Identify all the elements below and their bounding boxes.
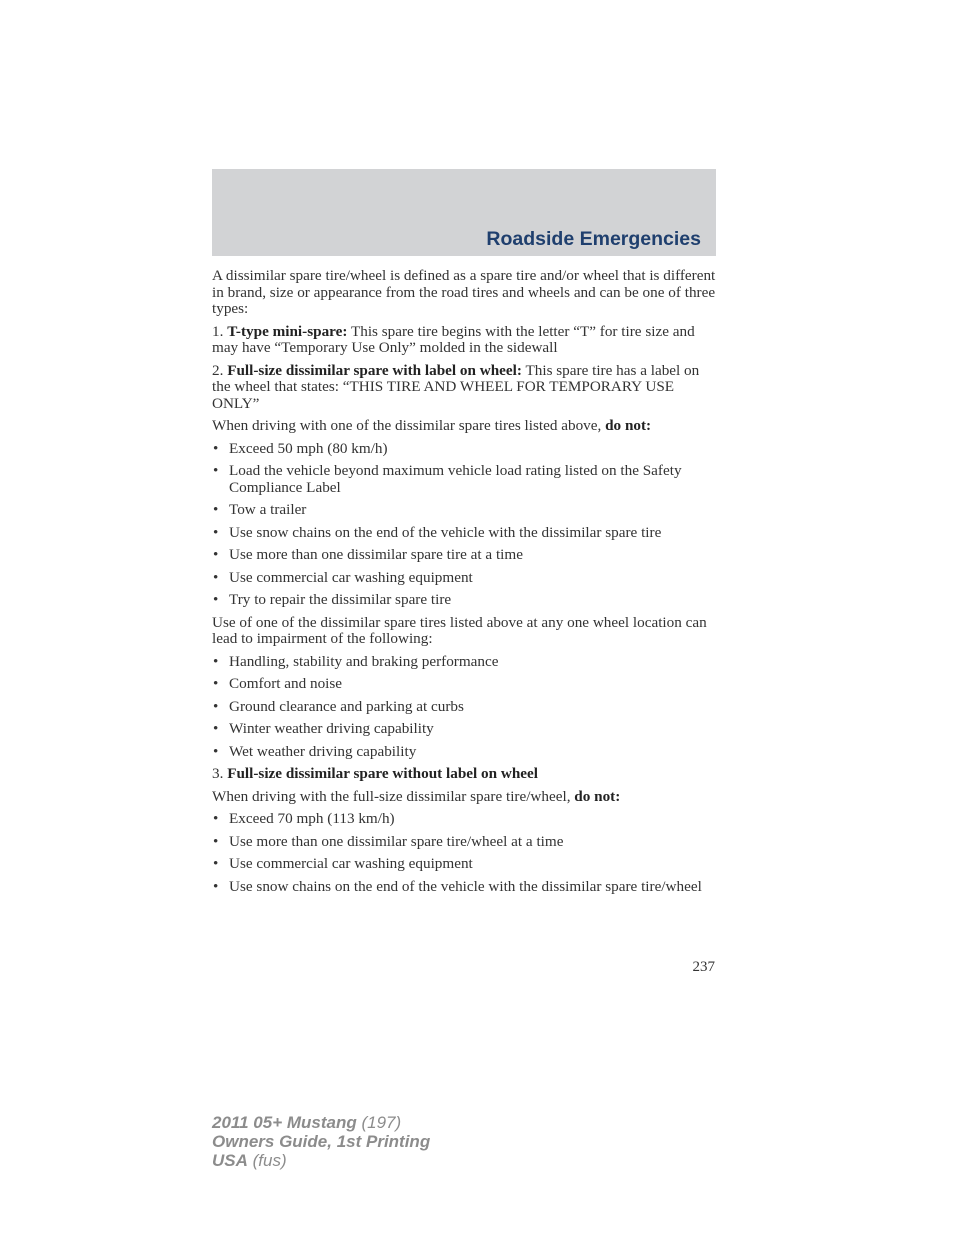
intro-paragraph: A dissimilar spare tire/wheel is defined as a spare tire and/or wheel that is different in brand, size or appearance from the road tires and wheels and can be one of three types: <box>212 267 716 317</box>
list-item <box>212 811 716 828</box>
bullet-icon: • <box>213 501 219 518</box>
list-item-text: Use commercial car washing equipment <box>229 855 473 872</box>
footer-model: 2011 05+ Mustang <box>212 1113 357 1132</box>
warning-2 <box>212 789 716 806</box>
warning-text: When driving with the full-size dissimilar spare tire/wheel, <box>212 787 575 805</box>
type-term: T-type mini-spare: <box>227 322 348 340</box>
warning-emphasis: do not: <box>605 417 652 434</box>
bullet-icon: • <box>213 877 219 895</box>
type-term: Full-size dissimilar spare with label on wheel: <box>227 361 522 379</box>
bullet-icon: • <box>213 591 219 608</box>
list-item <box>212 547 716 564</box>
warning-text: When driving with one of the dissimilar spare tires listed above, <box>212 417 606 434</box>
list-item-text: Handling, stability and braking performance <box>229 652 499 670</box>
warning-emphasis: do not: <box>574 787 621 805</box>
bullet-icon: • <box>213 675 219 692</box>
type-description: This spare tire has a label on the wheel that states: “THIS TIRE AND WHEEL FOR TEMPORARY USE ONLY” <box>212 361 700 412</box>
bullet-icon: • <box>213 832 219 850</box>
bullet-icon: • <box>213 523 219 541</box>
list-item <box>212 463 716 496</box>
footer-region-code: (fus) <box>247 1151 287 1170</box>
list-item-text: Exceed 70 mph (113 km/h) <box>229 810 395 827</box>
page-content <box>212 268 716 901</box>
bullet-icon: • <box>213 462 219 479</box>
warning-1 <box>212 418 716 435</box>
section-header <box>212 169 716 256</box>
list-item <box>212 654 716 671</box>
bullet-icon: • <box>213 568 219 586</box>
list-item <box>212 525 716 542</box>
impairment-paragraph: Use of one of the dissimilar spare tires listed above at any one wheel location can lead to impairment of the following: <box>212 613 707 647</box>
spare-type-2 <box>212 363 716 413</box>
list-item <box>212 744 716 761</box>
list-item <box>212 441 716 458</box>
list-item-text: Tow a trailer <box>229 501 307 518</box>
footer-guide: Owners Guide, 1st Printing <box>212 1132 431 1151</box>
footer-line-region <box>212 1151 430 1170</box>
list-item <box>212 592 716 609</box>
bullet-icon: • <box>213 697 219 715</box>
list-item <box>212 856 716 873</box>
list-item-text: Wet weather driving capability <box>229 742 417 760</box>
list-item-text: Use commercial car washing equipment <box>229 568 473 586</box>
list-item <box>212 502 716 519</box>
type-number: 2. <box>212 361 224 379</box>
list-item-text: Try to repair the dissimilar spare tire <box>229 591 452 608</box>
list-item-text: Ground clearance and parking at curbs <box>229 697 464 715</box>
type-description: This spare tire begins with the letter “T” for tire size and may have “Temporary Use Only” molded in the sidewall <box>212 322 695 356</box>
list-item-text: Use more than one dissimilar spare tire/wheel at a time <box>229 832 564 850</box>
list-item-text: Use snow chains on the end of the vehicle with the dissimilar spare tire/wheel <box>229 877 702 895</box>
list-item <box>212 721 716 738</box>
bullet-icon: • <box>213 546 219 563</box>
page-number: 237 <box>692 959 715 975</box>
list-item-text: Winter weather driving capability <box>229 720 434 737</box>
footer-line-guide <box>212 1132 430 1151</box>
bullet-icon: • <box>213 810 219 827</box>
footer-line-model <box>212 1113 430 1132</box>
list-item-text: Use snow chains on the end of the vehicle with the dissimilar spare tire <box>229 523 662 541</box>
list-item <box>212 570 716 587</box>
document-footer <box>212 1113 430 1170</box>
list-item <box>212 879 716 896</box>
list-item <box>212 699 716 716</box>
restrictions-list-2 <box>212 811 716 895</box>
bullet-icon: • <box>213 652 219 670</box>
type-number: 1. <box>212 322 224 340</box>
bullet-icon: • <box>213 720 219 737</box>
list-item <box>212 676 716 693</box>
type-number: 3. <box>212 765 224 782</box>
list-item <box>212 834 716 851</box>
footer-model-code: (197) <box>356 1113 402 1132</box>
spare-type-1 <box>212 324 716 357</box>
footer-region: USA <box>212 1151 248 1170</box>
restrictions-list-1 <box>212 441 716 609</box>
bullet-icon: • <box>213 742 219 760</box>
impairment-list <box>212 654 716 761</box>
list-item-text: Comfort and noise <box>229 675 343 692</box>
list-item-text: Exceed 50 mph (80 km/h) <box>229 439 388 457</box>
spare-type-3 <box>212 766 716 783</box>
bullet-icon: • <box>213 855 219 872</box>
bullet-icon: • <box>213 439 219 457</box>
list-item-text: Load the vehicle beyond maximum vehicle load rating listed on the Safety Compliance Label <box>229 462 682 496</box>
type-term: Full-size dissimilar spare without label on wheel <box>227 765 538 782</box>
section-title: Roadside Emergencies <box>486 228 701 250</box>
list-item-text: Use more than one dissimilar spare tire at a time <box>229 546 523 563</box>
